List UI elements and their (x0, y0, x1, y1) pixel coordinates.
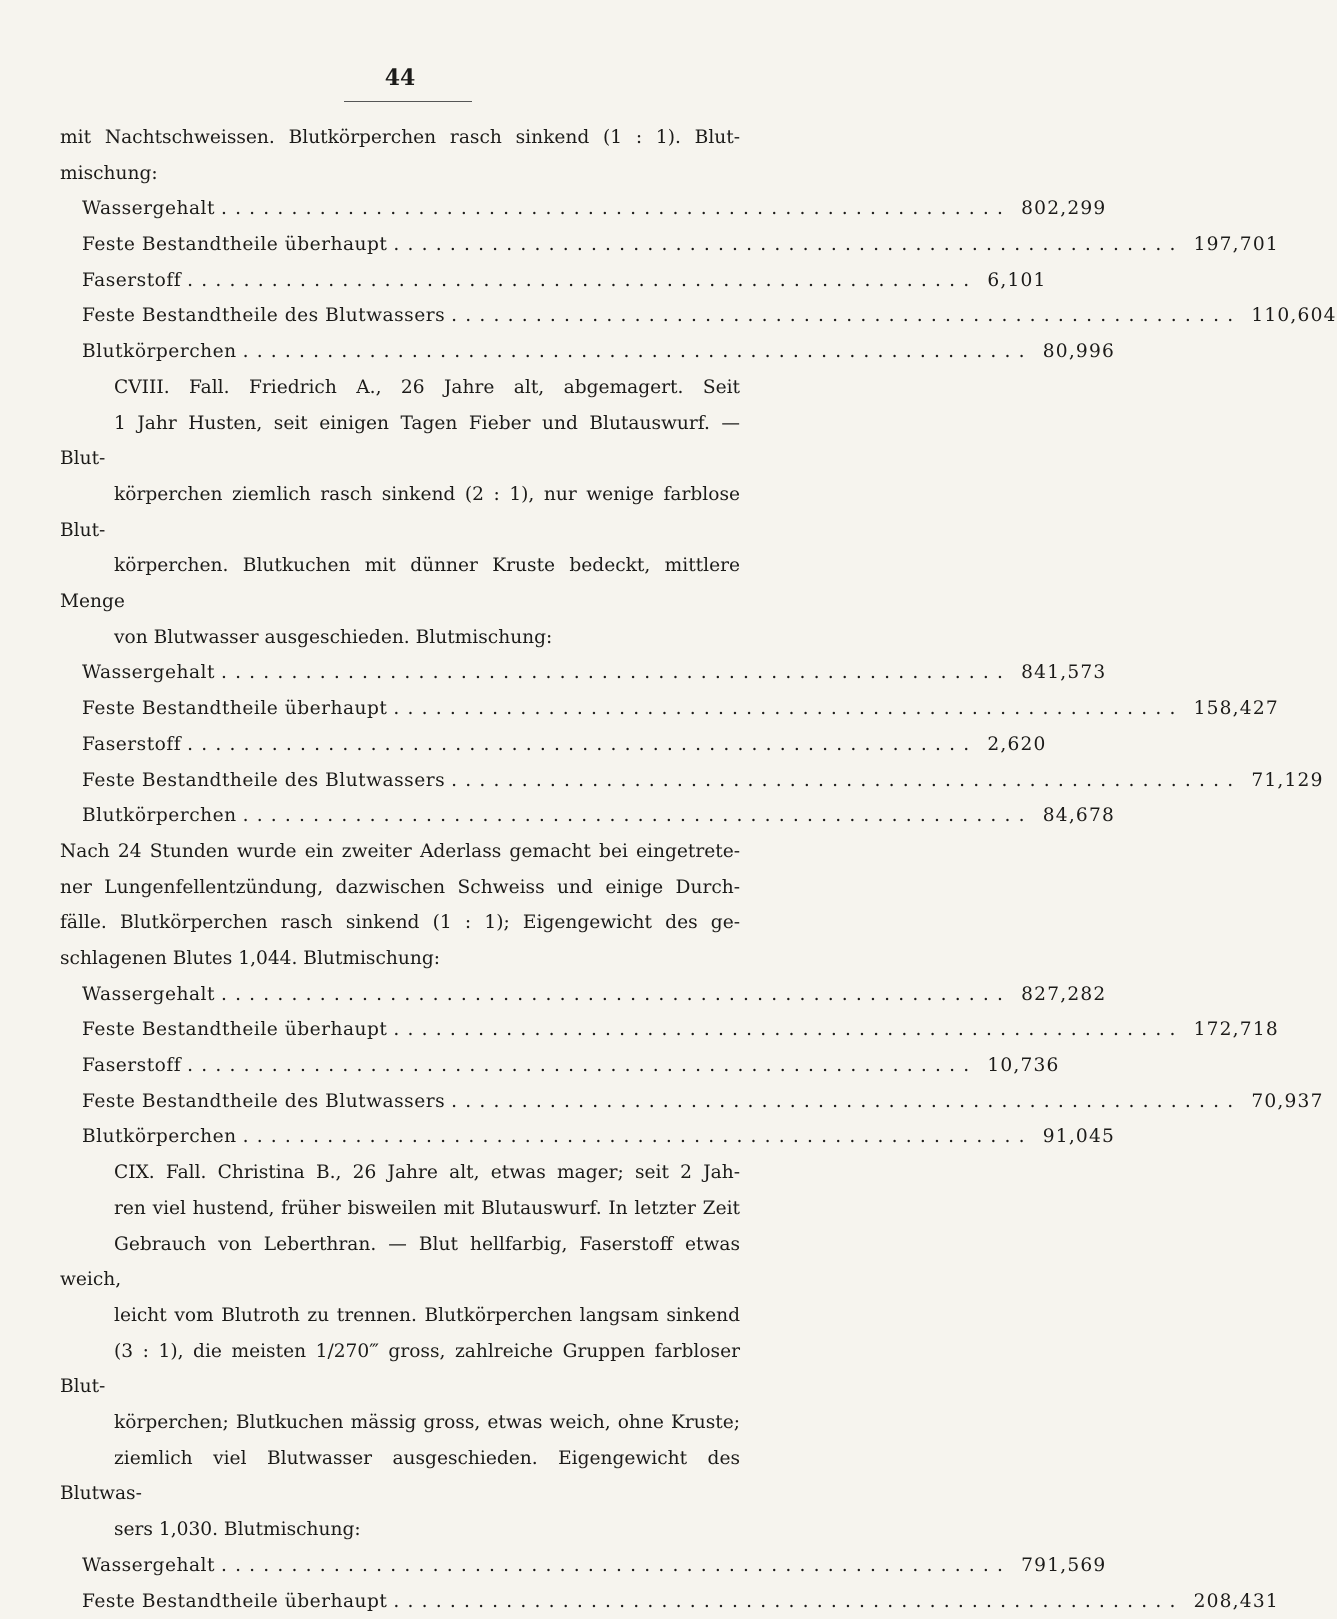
row-value: 70,937 (1251, 1090, 1324, 1112)
row-label: Feste Bestandtheile überhaupt (82, 234, 388, 256)
leader-dots: ........................................................ (242, 1126, 1033, 1148)
text-line: von Blutwasser ausgeschieden. Blutmischung: (114, 626, 553, 648)
table-row (82, 334, 1116, 370)
text-line: fälle. Blutkörperchen rasch sinkend (1 : 1); Eigengewicht des ge- (60, 912, 740, 934)
table-row (82, 763, 1324, 799)
text-line: Nach 24 Stunden wurde ein zweiter Aderlass gemacht bei eingetrete- (60, 840, 740, 862)
paragraph (60, 120, 740, 191)
text-line: CIX. Fall. Christina B., 26 Jahre alt, etwas mager; seit 2 Jah- (114, 1162, 740, 1184)
text-line: ren viel hustend, früher bisweilen mit Blutauswurf. In letzter Zeit (114, 1197, 740, 1219)
leader-dots: ........................................................ (393, 234, 1184, 256)
text-line: ziemlich viel Blutwasser ausgeschieden. Eigengewicht des Blutwas- (60, 1447, 740, 1505)
row-label: Feste Bestandtheile des Blutwassers (82, 1090, 446, 1112)
row-value: 91,045 (1042, 1126, 1116, 1148)
table-row (82, 655, 1107, 691)
paragraph (60, 1155, 740, 1548)
text-line: (3 : 1), die meisten 1/270‴ gross, zahlreiche Gruppen farbloser Blut- (60, 1340, 740, 1398)
table-row (82, 1119, 1116, 1155)
row-label: Feste Bestandtheile des Blutwassers (82, 305, 446, 327)
text-line: Gebrauch von Leberthran. — Blut hellfarbig, Faserstoff etwas weich, (60, 1233, 740, 1291)
leader-dots: ........................................................ (393, 1019, 1184, 1041)
leader-dots: ........................................................ (220, 662, 1012, 684)
table-row (82, 798, 1116, 834)
row-value: 802,299 (1021, 198, 1107, 220)
row-value: 791,569 (1021, 1554, 1107, 1576)
text-line: 1 Jahr Husten, seit einigen Tagen Fieber und Blutauswurf. — Blut- (60, 412, 740, 470)
body-text (60, 120, 1337, 1619)
table-row (82, 691, 1279, 727)
row-label: Blutkörperchen (82, 1126, 237, 1148)
table-row (82, 1012, 1279, 1048)
text-line: körperchen ziemlich rasch sinkend (2 : 1), nur wenige farblose Blut- (60, 483, 740, 541)
table-row (82, 227, 1279, 263)
row-value: 10,736 (987, 1055, 1060, 1077)
table-row (82, 1584, 1279, 1619)
table-row (82, 977, 1107, 1013)
paragraph (60, 370, 740, 656)
leader-dots: ........................................................ (220, 1554, 1012, 1576)
leader-dots: ........................................................ (242, 341, 1033, 363)
row-value: 158,427 (1193, 698, 1279, 720)
leader-dots: ........................................................ (242, 805, 1033, 827)
text-line: schlagenen Blutes 1,044. Blutmischung: (60, 948, 440, 970)
row-value: 2,620 (987, 733, 1047, 755)
text-line: sers 1,030. Blutmischung: (114, 1519, 361, 1541)
row-label: Wassergehalt (82, 983, 215, 1005)
row-label: Wassergehalt (82, 198, 215, 220)
table-row (82, 1084, 1324, 1120)
row-label: Faserstoff (82, 269, 182, 291)
row-value: 208,431 (1193, 1590, 1279, 1612)
leader-dots: ........................................................ (220, 983, 1012, 1005)
row-value: 841,573 (1021, 662, 1107, 684)
blood-composition-table (60, 977, 1324, 1155)
leader-dots: ........................................................ (187, 1055, 978, 1077)
text-line: mischung: (60, 162, 158, 184)
text-line: körperchen. Blutkuchen mit dünner Kruste bedeckt, mittlere Menge (60, 555, 740, 613)
row-label: Feste Bestandtheile überhaupt (82, 698, 388, 720)
leader-dots: ........................................................ (187, 269, 978, 291)
row-value: 827,282 (1021, 983, 1107, 1005)
row-value: 197,701 (1193, 234, 1279, 256)
row-value: 80,996 (1042, 341, 1116, 363)
row-value: 6,101 (987, 269, 1047, 291)
row-label: Wassergehalt (82, 662, 215, 684)
table-row (82, 191, 1107, 227)
blood-composition-table (60, 1548, 1279, 1619)
table-row (82, 1548, 1107, 1584)
text-line: körperchen; Blutkuchen mässig gross, etwas weich, ohne Kruste; (114, 1412, 740, 1434)
row-label: Feste Bestandtheile des Blutwassers (82, 769, 446, 791)
text-line: ner Lungenfellentzündung, dazwischen Schweiss und einige Durch- (60, 876, 740, 898)
row-label: Feste Bestandtheile überhaupt (82, 1019, 388, 1041)
blood-composition-table (60, 655, 1324, 833)
table-row (82, 298, 1337, 334)
row-label: Faserstoff (82, 733, 182, 755)
leader-dots: ........................................................ (187, 733, 978, 755)
leader-dots: ........................................................ (393, 1590, 1184, 1612)
row-value: 71,129 (1251, 769, 1324, 791)
leader-dots: ........................................................ (451, 769, 1242, 791)
paragraph (60, 834, 740, 977)
row-label: Feste Bestandtheile überhaupt (82, 1590, 388, 1612)
row-value: 84,678 (1042, 805, 1116, 827)
leader-dots: ........................................................ (451, 1090, 1242, 1112)
text-line: mit Nachtschweissen. Blutkörperchen rasch sinkend (1 : 1). Blut- (60, 127, 740, 148)
page-number: 44 (384, 65, 416, 91)
table-row (82, 727, 1047, 763)
row-label: Blutkörperchen (82, 805, 237, 827)
table-row (82, 263, 1047, 299)
table-row (82, 1048, 1060, 1084)
row-value: 172,718 (1193, 1019, 1279, 1041)
text-line: leicht vom Blutroth zu trennen. Blutkörperchen langsam sinkend (114, 1304, 740, 1326)
row-label: Faserstoff (82, 1055, 182, 1077)
leader-dots: ........................................................ (451, 305, 1242, 327)
header-rule (344, 101, 472, 102)
leader-dots: ........................................................ (220, 198, 1012, 220)
leader-dots: ........................................................ (393, 698, 1184, 720)
text-line: CVIII. Fall. Friedrich A., 26 Jahre alt, abgemagert. Seit (114, 376, 740, 398)
blood-composition-table (60, 191, 1337, 369)
row-label: Wassergehalt (82, 1554, 215, 1576)
row-value: 110,604 (1251, 305, 1337, 327)
row-label: Blutkörperchen (82, 341, 237, 363)
